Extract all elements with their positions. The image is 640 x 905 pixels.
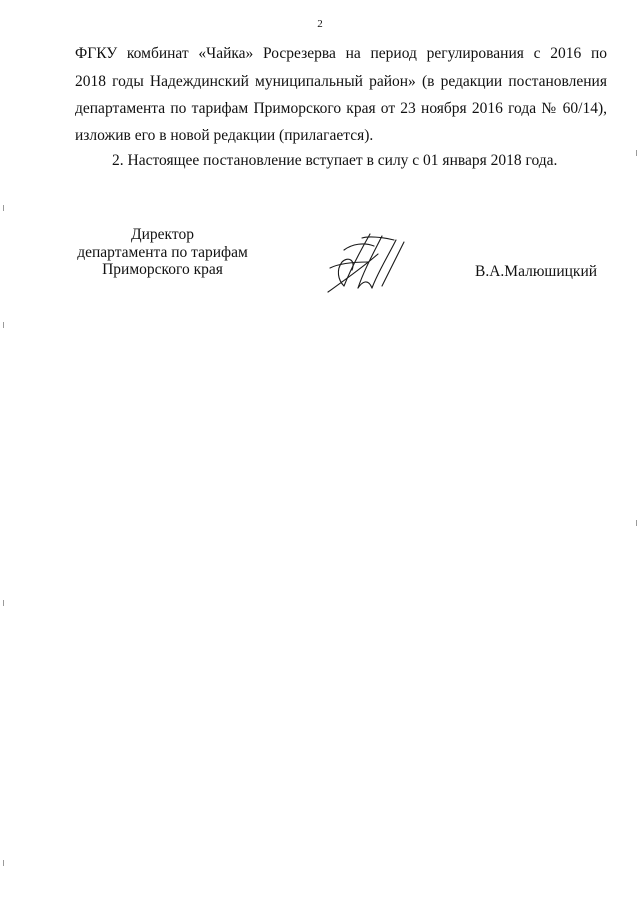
signatory-role: [60, 226, 265, 279]
handwritten-signature: [322, 228, 407, 296]
scan-speck: [3, 600, 4, 606]
scan-speck: [636, 520, 637, 526]
scan-speck: [3, 860, 4, 866]
page-number: 2: [317, 18, 323, 30]
signatory-role-line: Приморского края: [102, 261, 223, 278]
body-line-3: департамента по тарифам Приморского края от 23 ноября 2016 года № 60/14),: [75, 100, 607, 117]
scan-speck: [636, 150, 637, 156]
signatory-name: В.А.Малюшицкий: [475, 263, 598, 280]
body-line-4: изложив его в новой редакции (прилагается).: [75, 127, 374, 144]
body-line-1: ФГКУ комбинат «Чайка» Росрезерва на период регулирования с 2016 по: [75, 45, 607, 62]
paragraph-effective-date: 2. Настоящее постановление вступает в силу с 01 января 2018 года.: [112, 152, 558, 169]
signatory-role-line: департамента по тарифам: [77, 243, 248, 261]
scan-speck: [3, 205, 4, 211]
body-line-2: 2018 годы Надеждинский муниципальный район» (в редакции постановления: [75, 73, 607, 90]
scan-speck: [3, 322, 4, 328]
signatory-role-line: Директор: [131, 226, 194, 243]
